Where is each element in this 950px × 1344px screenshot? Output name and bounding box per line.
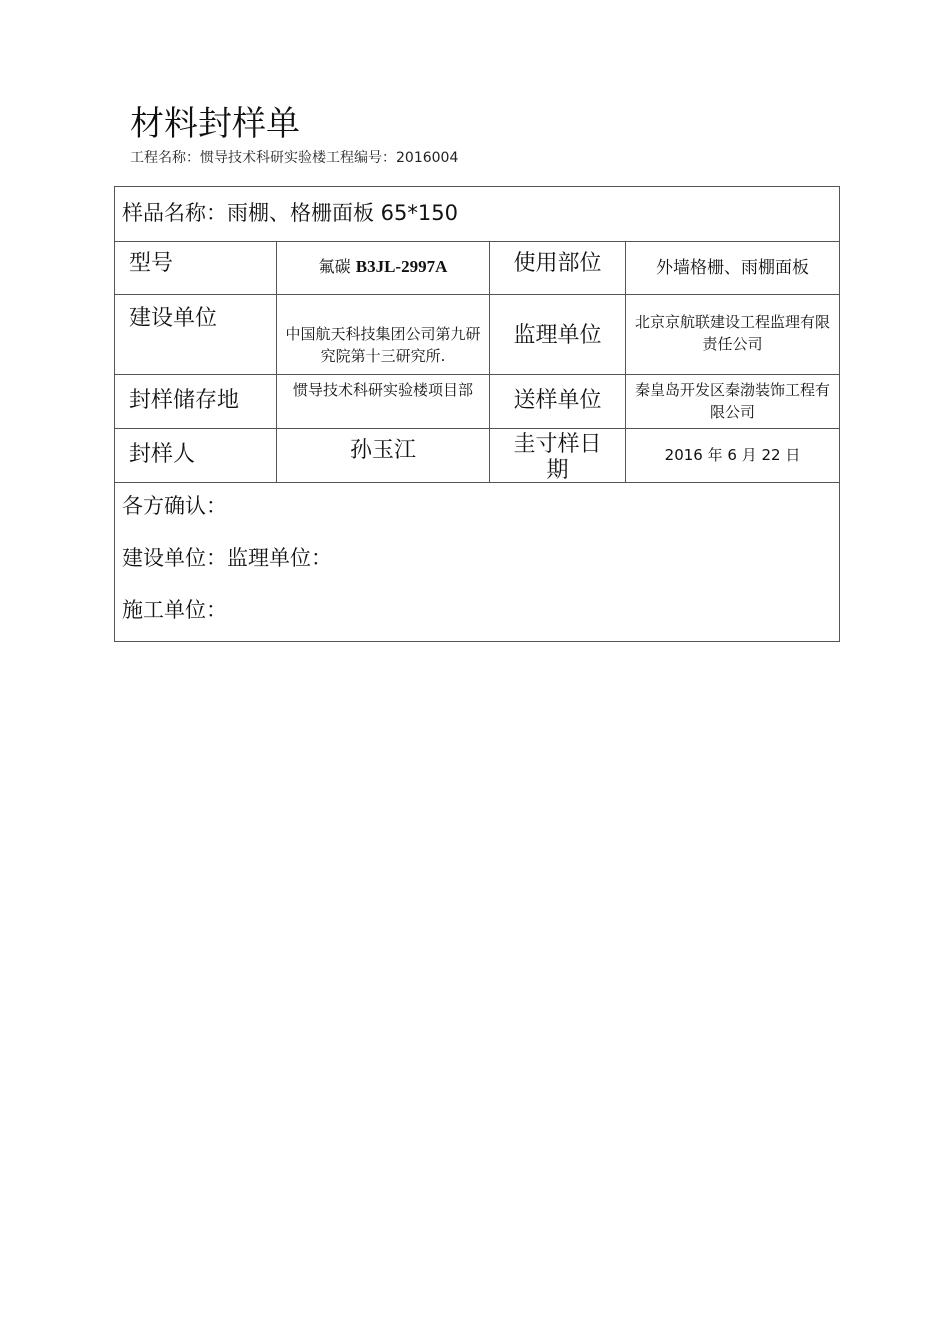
- project-number-label: 工程编号：: [326, 150, 396, 166]
- model-value-cell: [277, 242, 490, 294]
- owner-value: 中国航天科技集团公司第九研究院第十三研究所.: [285, 325, 481, 365]
- confirm-label: 各方确认：: [122, 494, 227, 518]
- storage-row: [115, 375, 839, 429]
- sealer-value: 孙玉江: [349, 438, 416, 463]
- confirm-supervisor-label: 监理单位：: [227, 546, 332, 570]
- owner-row: [115, 295, 839, 375]
- storage-value: 惯导技术科研实验楼项目部: [292, 381, 473, 399]
- model-value-code: B3JL-2997A: [355, 257, 448, 276]
- use-location-label-cell: [490, 242, 626, 294]
- sender-value-cell: [626, 375, 839, 428]
- model-value: [277, 256, 489, 278]
- date-label-cell: [490, 429, 626, 482]
- supervisor-value-cell: [626, 295, 839, 374]
- storage-value-cell: [277, 375, 490, 428]
- project-name-label: 工程名称：: [130, 150, 200, 166]
- date-value-cell: [626, 429, 839, 482]
- model-label: 型号: [129, 251, 174, 276]
- owner-label-cell: [115, 295, 277, 374]
- sample-name-value: 雨棚、格栅面板 65*150: [227, 201, 458, 225]
- sample-name-field: [122, 199, 458, 227]
- confirm-owner-label: 建设单位：: [122, 546, 227, 570]
- sender-value: 秦皇岛开发区秦渤装饰工程有限公司: [634, 381, 830, 421]
- date-label: 圭寸样日期: [513, 432, 602, 482]
- project-info-line: [130, 148, 458, 168]
- storage-label-cell: [115, 375, 277, 428]
- sample-name-row: [115, 187, 839, 242]
- confirm-builder-label: 施工单位：: [122, 598, 227, 622]
- sample-seal-form: [114, 186, 840, 642]
- owner-label: 建设单位: [129, 306, 218, 331]
- storage-label: 封样储存地: [129, 388, 240, 413]
- supervisor-value: 北京京航联建设工程监理有限责任公司: [634, 313, 830, 353]
- owner-value-cell: [277, 295, 490, 374]
- sample-name-label: 样品名称：: [122, 201, 227, 225]
- use-location-value: 外墙格栅、雨棚面板: [656, 258, 809, 278]
- confirm-owner-supervisor-line: [122, 545, 332, 571]
- sender-label: 送样单位: [513, 388, 602, 413]
- use-location-label: 使用部位: [513, 251, 602, 276]
- project-name-value: 惯导技术科研实验楼: [200, 150, 326, 166]
- supervisor-label: 监理单位: [513, 323, 602, 348]
- use-location-value-cell: [626, 242, 839, 294]
- sealer-label-cell: [115, 429, 277, 482]
- supervisor-label-cell: [490, 295, 626, 374]
- date-value: 2016 年 6 月 22 日: [664, 446, 801, 464]
- document-title: 材料封样单: [130, 104, 300, 144]
- sealer-row: [115, 429, 839, 483]
- sender-label-cell: [490, 375, 626, 428]
- model-label-cell: [115, 242, 277, 294]
- sealer-label: 封样人: [129, 442, 196, 467]
- project-number-value: 2016004: [396, 150, 459, 166]
- model-value-prefix: 氟碳: [318, 257, 351, 276]
- model-row: [115, 242, 839, 295]
- sealer-value-cell: [277, 429, 490, 482]
